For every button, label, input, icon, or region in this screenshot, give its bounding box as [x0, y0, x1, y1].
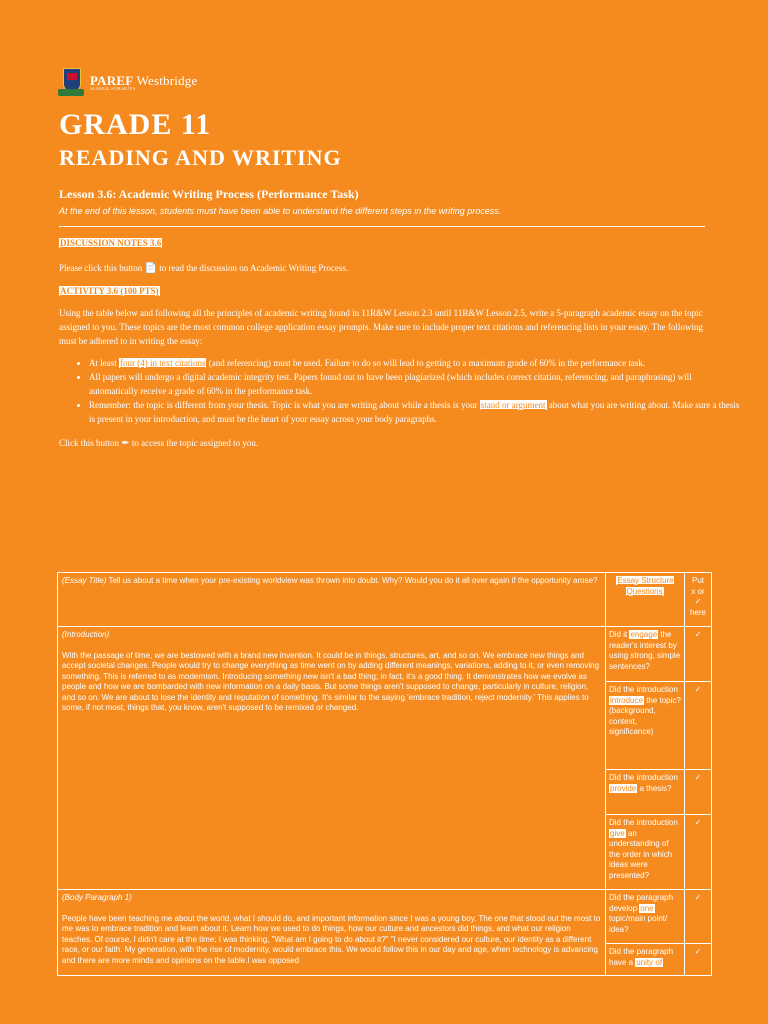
school-logo [58, 68, 197, 98]
column-header-questions: Essay Structure Questions [606, 573, 685, 627]
pen-icon[interactable]: ✒ [121, 438, 130, 449]
rule-item: • At least four (4) in text citations (and referencing) must be used. Failure to do so will lead to getting to a maximum grade of 60% in the performance task. [89, 356, 741, 370]
check-mark-cell[interactable]: ✓ [685, 627, 712, 682]
introduction-cell[interactable]: (Introduction) With the passage of time, we are bestowed with a brand new invention. It could be in things, structures, art, and so on. We embrace new things and accept societal changes. People would try to change everything as time went on by adding different meanings, variations, adding to it, or even removing something. This is referred to as modernism. Introducing something new isn't a bad thing; in fact, it's a good thing. It demonstrates how we evolve as people and how we are bombarded with new information on a daily basis. But some things aren't supposed to change, particularly in culture, religion, and so on. We are about to lose the identity and reputation of something. It's similar to the saying 'embrace tradition, reject modernity.' This applies to some, if not most, things that, you know, aren't supposed to be remixed or changed. [58, 627, 606, 890]
introduction-text: With the passage of time, we are bestowed with a brand new invention. It could be in things, structures, art, and so on. We embrace new things and accept societal changes. People would try to change everything as time went on by adding different meanings, variations, adding to it, or even removing something. This is referred to as modernism. Introducing something new isn't a bad thing; in fact, it's a good thing. It demonstrates how we evolve as people and how we are bombarded with new information on a daily basis. But some things aren't supposed to change, particularly in culture, religion, and so on. We are about to lose the identity and reputation of something. It's similar to the saying 'embrace tradition, reject modernity.' This applies to some, if not most, things that, you know, aren't supposed to be remixed or changed. [62, 650, 600, 712]
table-row [58, 890, 712, 944]
body-paragraph-text: People have been teaching me about the world, what I should do, and important information since I was a young boy. The one that stood out the most to me was to embrace tradition and learn about it. Learn how we used to do things, how our culture and ancestors did things, and what our religion teaches. Of course, I didn't care at the time; I was thinking, "What am I going to do about it?" "I never considered our culture, our identity as a different race, or our faith. My generation, with the rise of modernity, would embrace this. We would follow this in our day and age, when technology is advancing and there are more minds and opinions on the table.I was opposed [62, 913, 601, 965]
check-mark-cell[interactable]: ✓ [685, 890, 712, 944]
structure-question: Did the introduction provide a thesis? [606, 770, 685, 815]
document-icon[interactable]: 📄 [144, 263, 157, 274]
essay-prompt-cell[interactable]: (Essay Title) Tell us about a time when your pre-existing worldview was thrown into doubt. Why? Would you do it all over again if the opportunity arose? [58, 573, 606, 627]
table-row [58, 573, 712, 627]
discussion-notes-link[interactable]: DISCUSSION NOTES 3.6 [60, 238, 162, 248]
structure-question: Did the paragraph have a unity of [606, 944, 685, 976]
essay-table [57, 572, 712, 976]
rule-item: • Remember: the topic is different from your thesis. Topic is what you are writing about while a thesis is your stand or argument about what you are writing about. Make sure a thesis is present in your introduction, and must be the heart of your essay across your body paragraphs. [89, 398, 741, 426]
structure-question: Did it engage the reader's interest by using strong, simple sentences? [606, 627, 685, 682]
page-title: GRADE 11 [59, 108, 212, 141]
lesson-objective: At the end of this lesson, students must have been able to understand the different steps in the writing process. [59, 206, 502, 216]
check-mark-cell[interactable]: ✓ [685, 944, 712, 976]
lesson-title: Lesson 3.6: Academic Writing Process (Performance Task) [59, 187, 359, 201]
discussion-instruction: Please click this button 📄 to read the discussion on Academic Writing Process. [59, 263, 349, 274]
page-subtitle: READING AND WRITING [59, 145, 342, 170]
check-mark-cell[interactable]: ✓ [685, 770, 712, 815]
structure-question: Did the paragraph develop one topic/main point/ idea? [606, 890, 685, 944]
divider [59, 226, 705, 227]
activity-label: ACTIVITY 3.6 (100 PTS) [60, 286, 159, 296]
rule-item: • All papers will undergo a digital academic integrity test. Papers found out to have been plagiarized (which includes correct citation, referencing, and paraphrasing) will automatically receive a grade of 60% in the performance task. [89, 370, 741, 398]
structure-question: Did the introduction introduce the topic? (background, context, significance) [606, 682, 685, 770]
essay-rules-list [59, 356, 741, 426]
crest-icon [58, 68, 84, 98]
check-mark-cell[interactable]: ✓ [685, 815, 712, 890]
table-row [58, 627, 712, 682]
check-mark-cell[interactable]: ✓ [685, 682, 712, 770]
activity-instructions: Using the table below and following all the principles of academic writing found in 11R&W Lesson 2.3 until 11R&W Lesson 2.5, write a 5-paragraph academic essay on the topic assigned to you. These topics are the most common college application essay prompts. Make sure to include proper text citations and referencing lists in your essay. The following must be adhered to in writing the essay: [59, 308, 703, 346]
topic-instruction: Click this button ✒ to access the topic assigned to you. [59, 438, 259, 449]
structure-question: Did the introduction give an understanding of the order in which ideas were presented? [606, 815, 685, 890]
body-paragraph-cell[interactable]: (Body Paragraph 1) People have been teaching me about the world, what I should do, and important information since I was a young boy. The one that stood out the most to me was to embrace tradition and learn about it. Learn how we used to do things, how our culture and ancestors did things, and what our religion teaches. Of course, I didn't care at the time; I was thinking, "What am I going to do about it?" "I never considered our culture, our identity as a different race, or our faith. My generation, with the rise of modernity, would embrace this. We would follow this in our day and age, when technology is advancing and there are more minds and opinions on the table.I was opposed [58, 890, 606, 976]
school-name: PAREF Westbridge [90, 72, 198, 88]
column-header-mark: Put x or ✓ here [685, 573, 712, 627]
school-tagline: SCHOOL FOR BOYS [90, 86, 136, 92]
